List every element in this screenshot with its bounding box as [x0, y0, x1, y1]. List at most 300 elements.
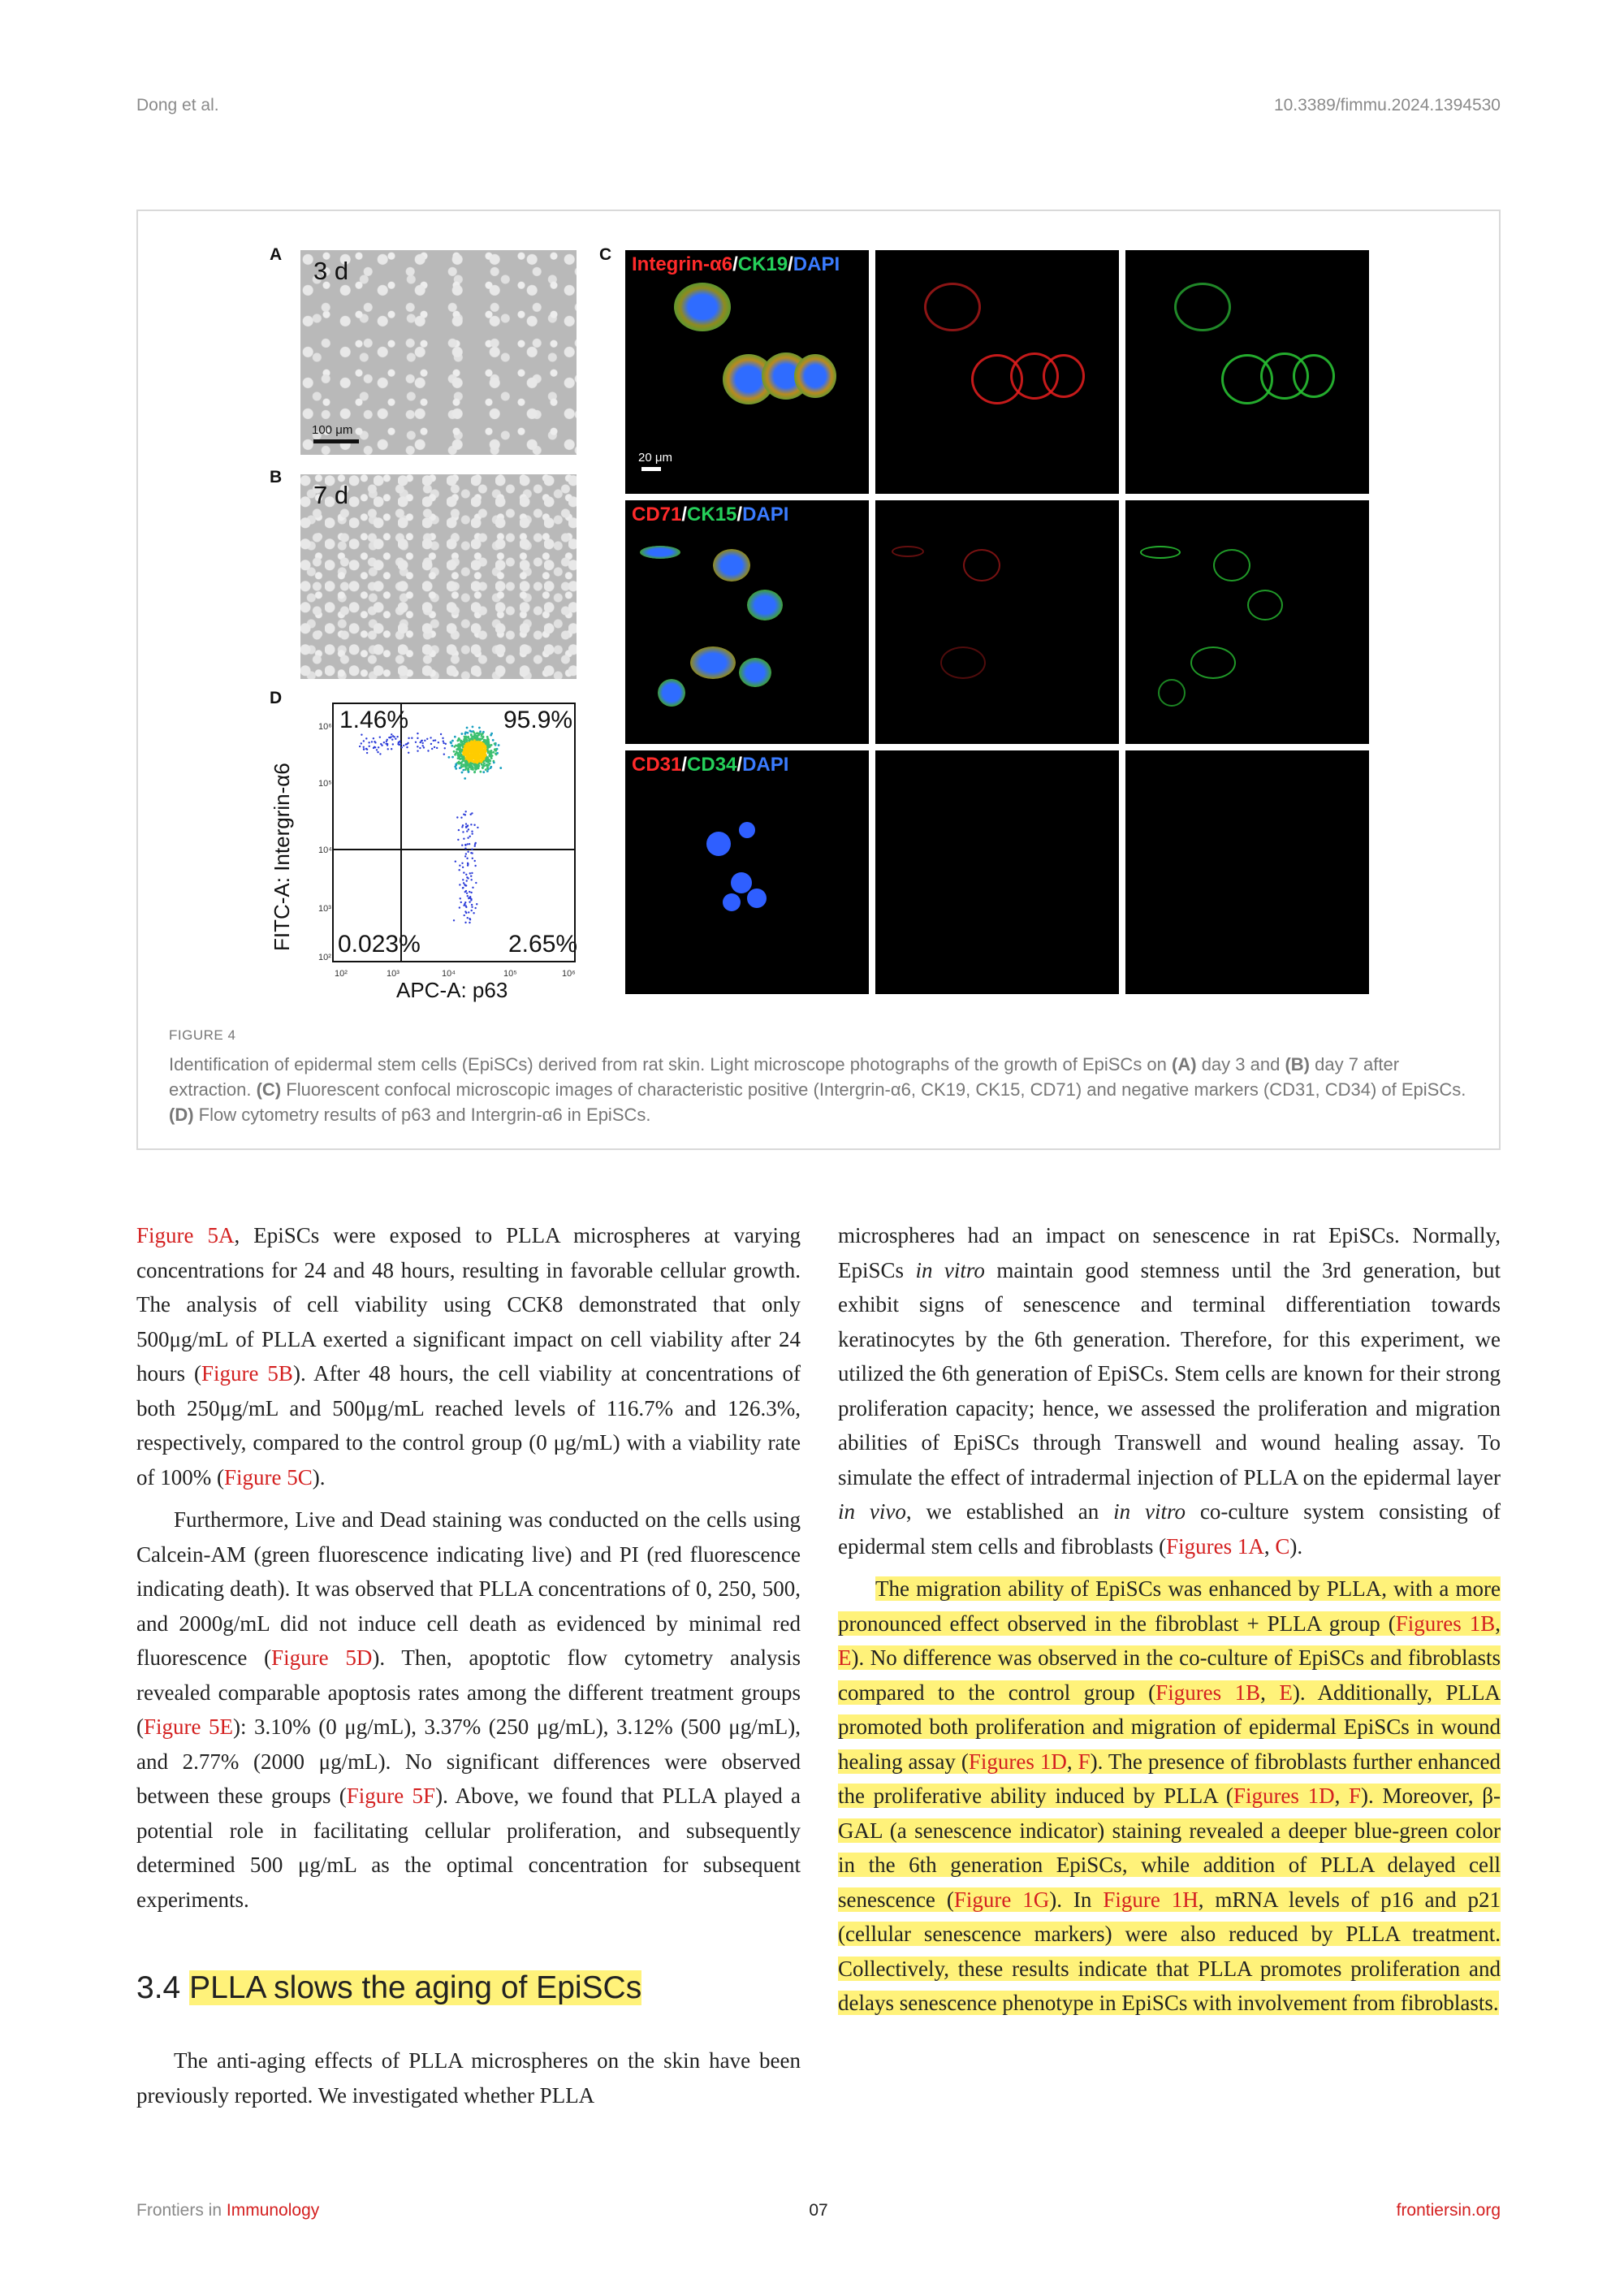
flow-event [381, 745, 382, 746]
flow-event [374, 741, 375, 742]
flow-event [458, 738, 460, 741]
flow-event [477, 767, 480, 769]
flow-event [475, 842, 477, 844]
flow-event [464, 750, 467, 752]
flow-event [492, 739, 495, 742]
flow-event [480, 755, 482, 758]
flow-event [486, 770, 489, 772]
flow-event [468, 897, 469, 898]
flow-event [387, 748, 389, 750]
flow-event [469, 922, 470, 923]
figure-link[interactable]: Figures 1A [1166, 1533, 1264, 1559]
flow-event [470, 899, 472, 901]
figure-caption [169, 1027, 1468, 1127]
flow-event [450, 742, 452, 745]
flow-event [462, 867, 464, 868]
flow-event [474, 742, 477, 744]
page-number: 07 [809, 2201, 828, 2220]
flow-event [461, 863, 463, 864]
flow-event [477, 755, 480, 758]
flow-event [467, 824, 469, 826]
flow-event [473, 731, 475, 733]
flow-event [392, 735, 394, 737]
flow-event [474, 755, 477, 757]
flow-event [436, 747, 438, 749]
flow-event [485, 754, 487, 756]
confocal-row1-red [875, 250, 1119, 494]
x-tick-label: 10⁴ [442, 969, 456, 979]
flow-event [421, 742, 423, 744]
flow-event [472, 768, 474, 771]
figure-link[interactable]: F [1349, 1784, 1362, 1808]
flow-event [447, 756, 450, 759]
flow-event [482, 766, 484, 768]
flow-event [462, 753, 464, 755]
flow-event [434, 746, 435, 748]
row3-marker-label: CD31/CD34/DAPI [632, 754, 789, 776]
flow-event [479, 771, 482, 773]
flow-event [466, 727, 469, 729]
figure-link[interactable]: Figures 1B [1395, 1611, 1496, 1636]
cell [892, 546, 924, 557]
panel-a-micrograph [300, 250, 577, 455]
flow-event [469, 843, 470, 845]
y-axis-label: FITC-A: Intergrin-α6 [270, 763, 294, 951]
flow-event [459, 906, 460, 908]
section-heading: 3.4 PLLA slows the aging of EpiSCs [136, 1970, 642, 2005]
panel-b-letter: B [270, 468, 283, 486]
flow-event [466, 744, 469, 746]
flow-event [472, 887, 473, 889]
flow-event [411, 737, 412, 739]
cell [963, 549, 1000, 582]
x-tick-label: 10³ [387, 969, 400, 979]
flow-event [430, 737, 431, 738]
flow-event [465, 767, 468, 769]
flow-event [486, 742, 489, 745]
site-link[interactable]: frontiersin.org [1396, 2201, 1501, 2220]
flow-event [379, 736, 381, 737]
flow-event [473, 739, 476, 742]
figure-link[interactable]: Figures 1B [1155, 1680, 1261, 1705]
flow-event [476, 762, 478, 764]
flow-event [465, 757, 468, 759]
flow-event [486, 764, 489, 767]
row1-marker-label: Integrin-α6/CK19/DAPI [632, 253, 840, 275]
flow-event [464, 844, 466, 845]
flow-event [467, 752, 469, 755]
flow-event [466, 880, 468, 881]
flow-event [467, 748, 469, 750]
right-column [838, 1218, 1501, 2021]
flow-event [373, 737, 374, 739]
flow-event [470, 876, 472, 877]
flow-event [467, 732, 469, 734]
flow-event [473, 824, 475, 826]
paragraph: Figure 5A, EpiSCs were exposed to PLLA microspheres at varying concentrations for 24 and 48 hours, resulting in favorable cellular growth. The analysis of cell viability using CCK8 demonstrated that only 500μg/mL of PLLA exerted a significant impact on cell viability after 24 hours (Figure 5B). After 48 hours, the cell viability at concentrations of both 250μg/mL and 500μg/mL reached levels of 116.7% and 126.3%, respectively, compared to the control group (0 μg/mL) with a viability rate of 100% (Figure 5C). [136, 1223, 801, 1490]
flow-event [489, 746, 491, 748]
flow-event [479, 751, 482, 754]
figure-link[interactable]: Figure 5A [136, 1223, 235, 1247]
figure-label: FIGURE 4 [169, 1027, 236, 1043]
flow-event [478, 727, 481, 729]
flow-event [472, 746, 474, 749]
running-authors: Dong et al. [136, 96, 219, 115]
x-axis-label: APC-A: p63 [396, 978, 508, 1002]
flow-event [456, 745, 459, 747]
flow-event [468, 911, 469, 913]
figure-link[interactable]: F [1078, 1749, 1091, 1774]
flow-event [464, 811, 466, 812]
flow-event [458, 745, 460, 747]
cell [690, 646, 736, 679]
flow-event [490, 734, 492, 737]
flow-event [466, 876, 468, 878]
flow-event [499, 767, 502, 769]
flow-event [401, 746, 403, 748]
flow-event [482, 758, 485, 760]
paragraph: microspheres had an impact on senescence in rat EpiSCs. Normally, EpiSCs in vitro maintain good stemness until the 3rd generation, but exhibit signs of senescence and terminal differentiation towards keratinocytes by the 6th generation. Therefore, for this experiment, we utilized the 6th generation of EpiSCs. Stem cells are known for their strong proliferation capacity; hence, we assessed the proliferation and migration abilities of EpiSCs through Transwell and wound healing assay. To simulate the effect of intradermal injection of PLLA on the epidermal layer in vivo, we established an in vitro co-culture system consisting of epidermal stem cells and fibroblasts (Figures 1A, C). [838, 1223, 1501, 1559]
flow-event [463, 882, 464, 884]
flow-event [482, 749, 484, 751]
flow-event [473, 752, 476, 755]
flow-event [379, 753, 381, 755]
flow-event [460, 754, 462, 756]
figure-link[interactable]: C [1275, 1533, 1290, 1559]
flow-event [359, 746, 361, 747]
flow-event [443, 741, 444, 742]
flow-event [419, 747, 421, 749]
panel-b-day: 7 d [313, 481, 349, 509]
flow-event [374, 746, 375, 748]
flow-event [493, 761, 495, 763]
paragraph: Furthermore, Live and Dead staining was conducted on the cells using Calcein-AM (green fluorescence indicating live) and PI (red fluorescence indicating death). It was observed that PLLA concentrations of 0, 250, 500, and 2000g/mL did not induce cell death as evidenced by minimal red fluorescence (Figure 5D). Then, apoptotic flow cytometry analysis revealed comparable apoptosis rates among the different treatment groups (Figure 5E): 3.10% (0 μg/mL), 3.37% (250 μg/mL), 3.12% (500 μg/mL), and 2.77% (2000 μg/mL). No significant differences were observed between these groups (Figure 5F). Above, we found that PLLA played a potential role in facilitating cellular proliferation, and subsequently determined 500 μg/mL as the optimal concentration for subsequent experiments. [136, 1507, 801, 1912]
cell [731, 872, 752, 893]
flow-event [464, 847, 466, 849]
quadrant-ll-pct: 0.023% [338, 931, 421, 958]
flow-event [385, 743, 387, 745]
flow-event [473, 736, 475, 738]
flow-event [383, 742, 385, 743]
flow-event [464, 736, 467, 738]
cell [1043, 354, 1085, 398]
flow-event [470, 741, 473, 743]
flow-event [361, 742, 362, 744]
flow-event [466, 858, 468, 859]
cell [1158, 679, 1186, 707]
cell [723, 893, 741, 911]
left-column-bottom [136, 2043, 801, 2112]
confocal-row2-green [1125, 500, 1369, 744]
figure-link[interactable]: Figure 5D [271, 1645, 373, 1670]
flow-event [460, 897, 461, 899]
flow-event [431, 748, 433, 750]
flow-event [469, 901, 470, 902]
flow-event [458, 869, 460, 871]
flow-event [473, 912, 474, 914]
flow-event [363, 749, 365, 750]
flow-event [417, 750, 418, 751]
cell [1140, 546, 1181, 559]
x-tick-label: 10⁶ [562, 969, 576, 979]
cell [1247, 590, 1283, 620]
flow-event [471, 872, 473, 874]
flow-event [467, 837, 469, 838]
flow-event [478, 742, 481, 745]
cell [706, 832, 731, 856]
flow-event [463, 813, 464, 815]
flow-event [471, 832, 473, 834]
confocal-row1-merge [625, 250, 869, 494]
flow-event [456, 752, 459, 755]
flow-event [469, 919, 471, 920]
flow-event [474, 860, 476, 862]
flow-event [485, 759, 487, 762]
flow-event [462, 769, 464, 772]
flow-event [466, 893, 468, 894]
flow-event [467, 843, 469, 845]
panel-b-micrograph [300, 474, 577, 679]
flow-event [492, 751, 495, 754]
confocal-row3-green [1125, 750, 1369, 994]
flow-event [464, 777, 466, 780]
flow-event [464, 741, 466, 743]
flow-event [468, 828, 469, 830]
flow-event [433, 740, 434, 742]
flow-event [494, 742, 496, 745]
flow-event [464, 891, 466, 893]
flow-event [423, 746, 425, 748]
flow-event [455, 860, 456, 862]
flow-event [474, 845, 476, 846]
x-tick-label: 10² [335, 969, 348, 979]
flow-event [386, 741, 387, 742]
flow-event [445, 743, 447, 745]
figure-link[interactable]: Figure 5F [346, 1784, 436, 1808]
flow-event [399, 741, 400, 742]
flow-event [470, 730, 473, 733]
flow-event [478, 746, 481, 748]
journal-name[interactable]: Frontiers in Immunology [136, 2201, 320, 2220]
flow-event [469, 743, 471, 746]
y-tick-label: 10² [318, 953, 331, 962]
flow-event [459, 864, 460, 866]
figure-link[interactable]: Figure 5C [223, 1464, 313, 1490]
confocal-row3-red [875, 750, 1119, 994]
flow-event [467, 768, 469, 771]
flow-event [451, 740, 454, 742]
figure-link[interactable]: E [838, 1645, 852, 1670]
flow-event [440, 733, 442, 735]
cell [940, 646, 986, 679]
flow-event [465, 853, 467, 854]
flow-event [472, 726, 474, 729]
flow-event [421, 745, 423, 746]
flow-event [470, 824, 472, 825]
flow-event [467, 851, 469, 853]
figure-link[interactable]: Figures 1D [968, 1749, 1067, 1774]
panel-c-scale-label: 20 μm [638, 451, 672, 465]
flow-event [469, 836, 471, 837]
flow-event [472, 858, 473, 859]
flow-event [408, 752, 409, 754]
paragraph: The anti-aging effects of PLLA microspheres on the skin have been previously reported. We investigated whether PLLA [136, 2048, 801, 2108]
flow-event [475, 737, 477, 739]
flow-event [455, 764, 457, 767]
flow-event [462, 831, 464, 832]
flow-event [415, 742, 417, 743]
page-header [136, 96, 1501, 128]
flow-event [419, 742, 421, 743]
flow-event [487, 750, 490, 753]
cell [794, 354, 836, 398]
flow-event [391, 748, 392, 750]
panel-a-day: 3 d [313, 257, 349, 285]
figure-4 [136, 210, 1501, 1150]
flow-event [396, 736, 398, 737]
cell [713, 549, 750, 582]
flow-dots [359, 726, 502, 924]
flow-event [456, 748, 458, 750]
figure-link[interactable]: Figure 5E [144, 1714, 234, 1739]
flow-event [460, 902, 462, 903]
figure-link[interactable]: Figures 1D [1233, 1784, 1335, 1808]
flow-event [471, 831, 473, 832]
flow-event [473, 771, 476, 773]
flow-event [465, 823, 467, 824]
flow-event [471, 849, 473, 850]
flow-event [477, 753, 480, 755]
confocal-row2-merge [625, 500, 869, 744]
flow-event [471, 906, 473, 908]
flow-event [482, 736, 485, 738]
cell [924, 283, 981, 331]
flow-event [464, 738, 467, 741]
flow-event [407, 742, 408, 744]
flow-event [483, 763, 486, 765]
flow-event [474, 865, 476, 867]
flow-event [365, 737, 367, 739]
flow-event [456, 816, 458, 818]
left-column [136, 1218, 801, 1917]
flow-event [486, 746, 489, 748]
flow-event [424, 740, 425, 742]
flow-event [454, 736, 456, 738]
cell [747, 889, 767, 908]
flow-event [485, 741, 487, 743]
flow-event [417, 737, 418, 739]
flow-event [461, 826, 463, 828]
quadrant-ul-pct: 1.46% [339, 707, 409, 733]
flow-event [474, 766, 477, 768]
caption-text: Identification of epidermal stem cells (EpiSCs) derived from rat skin. Light microscope photographs of the growth of EpiSCs on (A) day 3 and (B) day 7 after extraction. (C) Fluorescent confocal microscopic images of characteristic positive (Intergrin-α6, CK19, CK15, CD71) and negative markers (CD31, CD34) of EpiSCs. (D) Flow cytometry results of p63 and Intergrin-α6 in EpiSCs. [169, 1054, 1466, 1125]
flow-event [467, 746, 469, 748]
flow-event [467, 917, 469, 919]
flow-event [478, 738, 481, 741]
flow-event [458, 829, 460, 831]
flow-event [471, 737, 473, 739]
flow-event [485, 757, 487, 759]
cell [1213, 549, 1250, 582]
flow-event [498, 744, 500, 746]
panel-d-flow-plot [268, 695, 585, 1004]
flow-event [470, 879, 472, 880]
flow-event [390, 737, 391, 738]
flow-event [467, 863, 469, 864]
page-footer [136, 2201, 1501, 2233]
flow-event [371, 741, 373, 742]
figure-link[interactable]: Figure 1H [1103, 1887, 1199, 1912]
flow-event [473, 744, 475, 746]
flow-event [378, 746, 379, 748]
cell [1174, 283, 1231, 331]
figure-link[interactable]: E [1279, 1680, 1293, 1705]
panel-a-letter: A [270, 245, 283, 264]
cell [640, 546, 680, 559]
flow-event [464, 855, 466, 857]
flow-event [487, 761, 490, 763]
confocal-row2-red [875, 500, 1119, 744]
flow-event [490, 750, 492, 753]
panel-d-letter: D [270, 689, 283, 707]
cell [747, 590, 783, 620]
cell [1293, 354, 1335, 398]
flow-event [475, 882, 477, 884]
flow-event [417, 733, 418, 734]
doi[interactable]: 10.3389/fimmu.2024.1394530 [1273, 96, 1501, 115]
flow-event [468, 771, 470, 773]
flow-event [464, 747, 466, 750]
cell [658, 679, 685, 707]
quadrant-lr-pct: 2.65% [508, 931, 578, 958]
panel-a-scale-label: 100 μm [312, 423, 353, 437]
flow-event [468, 740, 470, 742]
y-tick-label: 10³ [318, 904, 331, 914]
flow-event [365, 748, 367, 750]
flow-event [462, 887, 464, 889]
cell [674, 283, 731, 331]
panel-c-scale-bar [641, 467, 661, 471]
quadrant-ur-pct: 95.9% [503, 707, 573, 733]
flow-event [467, 736, 469, 738]
flow-event [463, 838, 464, 840]
flow-event [471, 904, 473, 906]
flow-event [463, 871, 464, 873]
flow-event [464, 922, 466, 923]
confocal-row1-green [1125, 250, 1369, 494]
y-tick-labels [318, 722, 332, 962]
flow-event [470, 910, 472, 911]
flow-event [470, 892, 472, 893]
flow-event [434, 739, 436, 741]
panel-c-letter: C [599, 245, 612, 264]
flow-event [482, 771, 485, 773]
flow-event [481, 733, 483, 736]
flow-event [430, 743, 432, 745]
highlighted-paragraph: The migration ability of EpiSCs was enhanced by PLLA, with a more pronounced effect observed in the fibroblast + PLLA group (Figures 1B, E). No difference was observed in the co-culture of EpiSCs and fibroblasts compared to the control group (Figures 1B, E). Additionally, PLLA promoted both proliferation and migration of epidermal EpiSCs in wound healing assay (Figures 1D, F). The presence of fibroblasts further enhanced the proliferative ability induced by PLLA (Figures 1D, F). Moreover, β-GAL (a senescence indicator) staining revealed a deeper blue-green color in the 6th generation EpiSCs, while addition of PLLA delayed cell senescence (Figure 1G). In Figure 1H, mRNA levels of p16 and p21 (cellular senescence markers) were also reduced by PLLA treatment. Collectively, these results indicate that PLLA promotes proliferation and delays senescence phenotype in EpiSCs with involvement from fibroblasts. [838, 1576, 1501, 2015]
row2-marker-label: CD71/CK15/DAPI [632, 504, 789, 525]
flow-event [451, 745, 453, 747]
flow-event [463, 759, 465, 762]
flow-event [470, 766, 473, 768]
flow-event [467, 895, 469, 897]
flow-event [478, 733, 481, 735]
flow-event [465, 884, 467, 886]
flow-event [427, 750, 429, 751]
figure-link[interactable]: Figure 5B [201, 1361, 293, 1386]
flow-event [417, 746, 418, 747]
figure-link[interactable]: Figure 1G [953, 1887, 1050, 1912]
